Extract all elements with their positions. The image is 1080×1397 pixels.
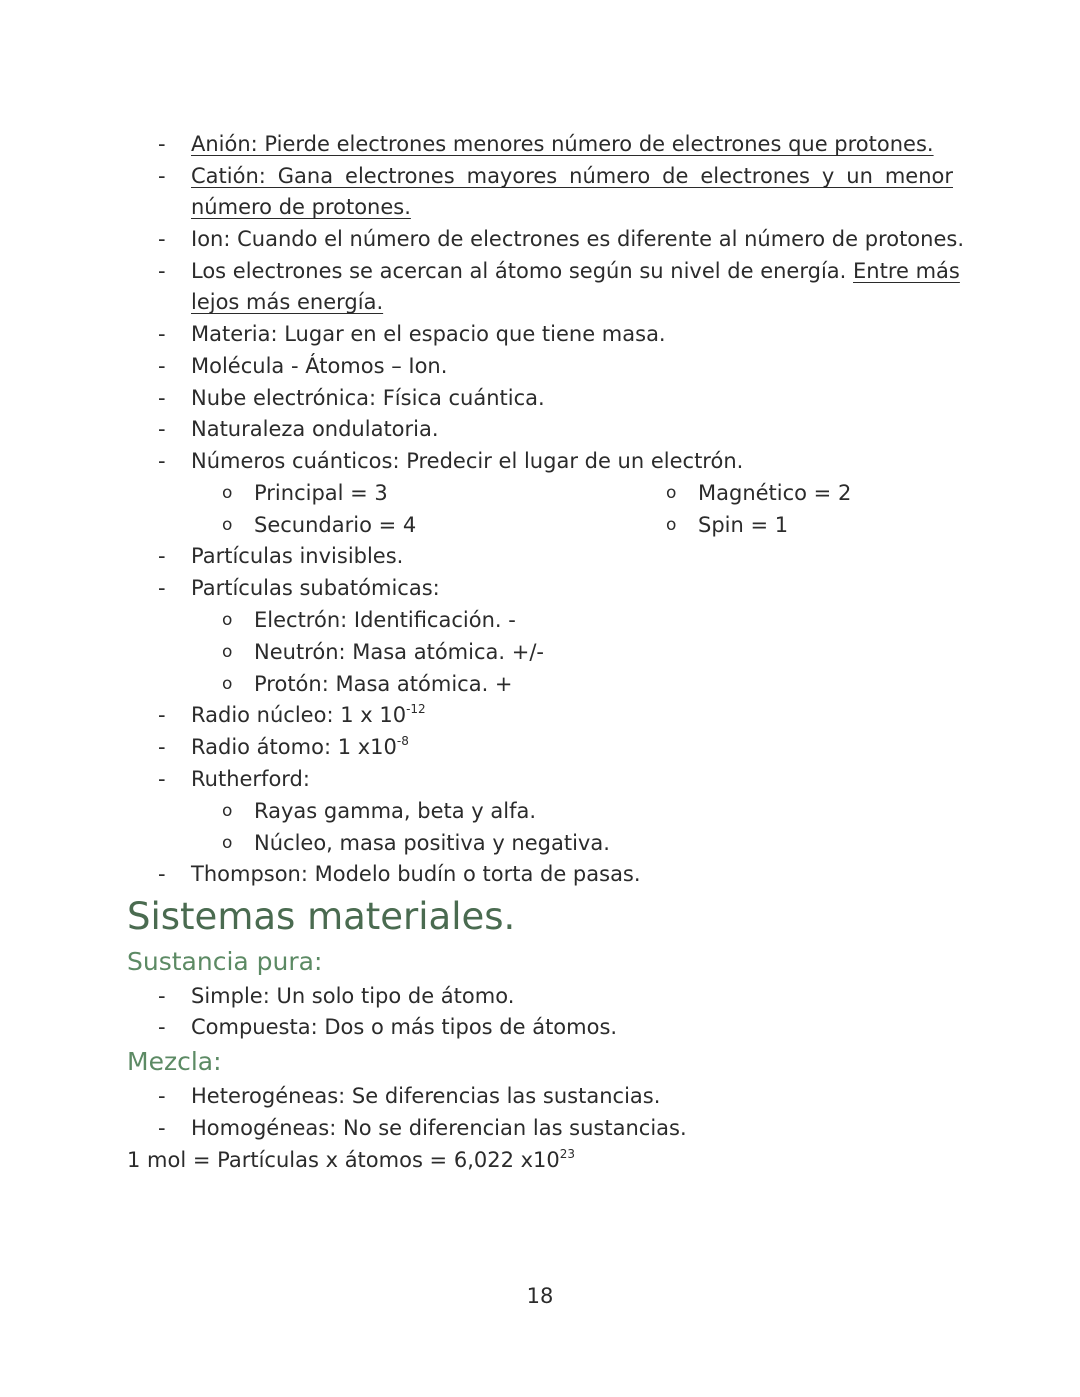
mol-formula	[127, 1144, 575, 1176]
dash-marker: -	[158, 576, 166, 600]
dash-marker: -	[158, 735, 166, 759]
subitem-nucleo: Núcleo, masa positiva y negativa.	[254, 831, 610, 855]
mol-exponent: 23	[559, 1147, 576, 1161]
dash-marker: -	[158, 259, 166, 283]
dash-marker: -	[158, 767, 166, 791]
item-homogeneas: Homogéneas: No se diferencian las sustancias.	[191, 1116, 687, 1140]
bullet-marker: o	[222, 674, 233, 694]
radio-atomo-exponent: -8	[396, 734, 409, 748]
subitem-electron: Electrón: Identificación. -	[254, 608, 516, 632]
item-nube: Nube electrónica: Física cuántica.	[191, 386, 545, 410]
bullet-marker: o	[222, 833, 233, 853]
dash-marker: -	[158, 544, 166, 568]
item-naturaleza: Naturaleza ondulatoria.	[191, 417, 439, 441]
dash-marker: -	[158, 132, 166, 156]
dash-marker: -	[158, 322, 166, 346]
bullet-marker: o	[222, 801, 233, 821]
mol-formula-text: 1 mol = Partículas x átomos = 6,022 x10	[127, 1148, 560, 1172]
radio-nucleo-text: Radio núcleo: 1 x 10	[191, 703, 407, 727]
item-electrones	[191, 255, 960, 287]
subitem-rayas: Rayas gamma, beta y alfa.	[254, 799, 537, 823]
bullet-marker: o	[222, 642, 233, 662]
item-molecula: Molécula - Átomos – Ion.	[191, 354, 448, 378]
bullet-marker: o	[666, 483, 677, 503]
item-radio-atomo	[191, 731, 409, 763]
dash-marker: -	[158, 354, 166, 378]
item-particulas-subatomicas: Partículas subatómicas:	[191, 576, 440, 600]
subitem-principal: Principal = 3	[254, 481, 388, 505]
page-number: 18	[526, 1284, 554, 1308]
section-title: Sistemas materiales.	[127, 895, 516, 938]
dash-marker: -	[158, 386, 166, 410]
item-cation-line2: número de protones.	[191, 195, 411, 219]
item-particulas-invisibles: Partículas invisibles.	[191, 544, 404, 568]
item-anion: Anión: Pierde electrones menores número de electrones que protones.	[191, 132, 934, 156]
dash-marker: -	[158, 417, 166, 441]
dash-marker: -	[158, 164, 166, 188]
item-materia: Materia: Lugar en el espacio que tiene masa.	[191, 322, 666, 346]
item-thompson: Thompson: Modelo budín o torta de pasas.	[191, 862, 641, 886]
dash-marker: -	[158, 1084, 166, 1108]
subitem-proton: Protón: Masa atómica. +	[254, 672, 513, 696]
dash-marker: -	[158, 703, 166, 727]
dash-marker: -	[158, 984, 166, 1008]
subitem-magnetico: Magnético = 2	[698, 481, 852, 505]
dash-marker: -	[158, 1116, 166, 1140]
dash-marker: -	[158, 449, 166, 473]
item-radio-nucleo	[191, 699, 426, 731]
subitem-secundario: Secundario = 4	[254, 513, 417, 537]
radio-atomo-text: Radio átomo: 1 x10	[191, 735, 397, 759]
item-ion: Ion: Cuando el número de electrones es diferente al número de protones.	[191, 227, 964, 251]
item-rutherford: Rutherford:	[191, 767, 310, 791]
subitem-spin: Spin = 1	[698, 513, 789, 537]
bullet-marker: o	[222, 515, 233, 535]
item-electrones-underlined: Entre más	[853, 259, 960, 283]
item-electrones-line2: lejos más energía.	[191, 290, 384, 314]
bullet-marker: o	[222, 610, 233, 630]
subitem-neutron: Neutrón: Masa atómica. +/-	[254, 640, 544, 664]
bullet-marker: o	[666, 515, 677, 535]
subheading-sustancia-pura: Sustancia pura:	[127, 947, 323, 976]
dash-marker: -	[158, 227, 166, 251]
item-simple: Simple: Un solo tipo de átomo.	[191, 984, 515, 1008]
item-heterogeneas: Heterogéneas: Se diferencias las sustancias.	[191, 1084, 661, 1108]
item-cation-line1: Catión: Gana electrones mayores número de electrones y un menor	[191, 164, 953, 188]
dash-marker: -	[158, 1015, 166, 1039]
bullet-marker: o	[222, 483, 233, 503]
subheading-mezcla: Mezcla:	[127, 1047, 222, 1076]
item-numeros-cuanticos: Números cuánticos: Predecir el lugar de un electrón.	[191, 449, 744, 473]
item-compuesta: Compuesta: Dos o más tipos de átomos.	[191, 1015, 618, 1039]
radio-nucleo-exponent: -12	[406, 702, 426, 716]
item-electrones-text: Los electrones se acercan al átomo según su nivel de energía.	[191, 259, 847, 283]
dash-marker: -	[158, 862, 166, 886]
